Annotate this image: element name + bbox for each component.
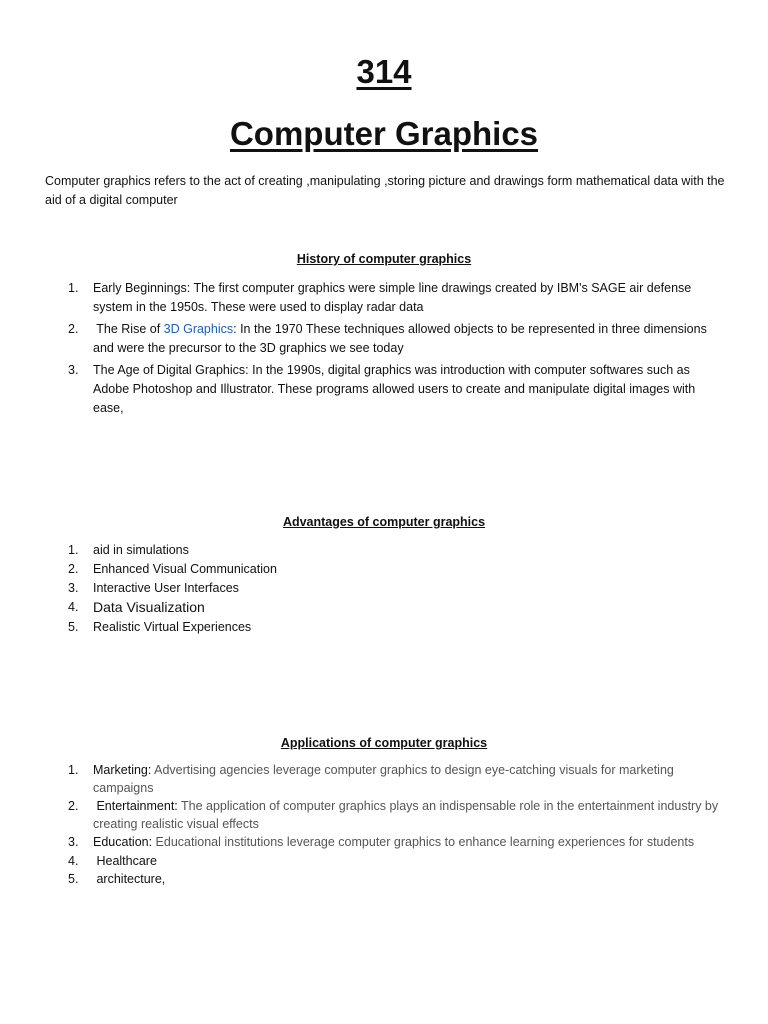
list-number: 4. [68, 853, 79, 868]
list-number: 3. [68, 835, 79, 849]
list-item [68, 279, 728, 317]
list-item-label: Marketing: [93, 763, 152, 777]
list-item-prefix: The Rise of [93, 322, 164, 336]
list-item [68, 798, 728, 833]
list-number: 4. [68, 600, 79, 614]
list-item-text: Early Beginnings: The first computer graphics were simple line drawings created by IBM's SAGE air defense system in the 1950s. These were used to display radar data [93, 281, 692, 314]
list-item-text: The application of computer graphics plays an indispensable role in the entertainment industry by creating realistic visual effects [93, 799, 719, 831]
list-item-label: architecture, [93, 872, 166, 886]
list-item-label: Entertainment: [93, 799, 178, 813]
list-number: 3. [68, 363, 79, 377]
list-number: 1. [68, 281, 79, 295]
applications-heading: Applications of computer graphics [280, 736, 488, 750]
list-item [68, 762, 728, 797]
list-item-label: Healthcare [93, 853, 157, 868]
list-item [68, 320, 728, 358]
list-item [68, 853, 728, 871]
list-number: 3. [68, 581, 79, 595]
advantages-list [68, 541, 468, 637]
advantages-heading: Advantages of computer graphics [282, 515, 486, 529]
list-number: 2. [68, 799, 79, 813]
course-code: 314 [356, 53, 412, 90]
list-item [68, 560, 468, 579]
list-item [68, 598, 468, 618]
list-item-text: Advertising agencies leverage computer graphics to design eye-catching visuals for marketing campaigns [93, 763, 674, 795]
intro-paragraph: Computer graphics refers to the act of creating ,manipulating ,storing picture and drawings form mathematical data with the aid of a digital computer [45, 174, 725, 207]
list-item [68, 834, 728, 852]
list-item [68, 871, 728, 889]
list-item-label: Education: [93, 835, 153, 849]
list-item-text: The Age of Digital Graphics: In the 1990s, digital graphics was introduction with computer softwares such as Adobe Photoshop and Illustrator. These programs allowed users to create and manipulate digital images with ease, [93, 363, 696, 415]
page-title: Computer Graphics [229, 115, 539, 152]
list-item [68, 618, 468, 637]
list-item-text: : In the 1970 These techniques allowed objects to be represented in three dimensions and were the precursor to the 3D graphics we see today [93, 322, 707, 355]
list-number: 1. [68, 543, 79, 557]
list-item-text: Data Visualization [93, 599, 205, 615]
list-number: 1. [68, 763, 79, 777]
applications-list [68, 762, 728, 890]
list-item-text: Interactive User Interfaces [93, 581, 239, 595]
history-heading: History of computer graphics [296, 252, 472, 266]
3d-graphics-link[interactable]: 3D Graphics [163, 322, 234, 336]
list-item-text: Educational institutions leverage computer graphics to enhance learning experiences for students [152, 835, 695, 849]
list-item [68, 579, 468, 598]
list-item-text: Realistic Virtual Experiences [93, 620, 252, 634]
list-item-text: aid in simulations [93, 543, 189, 557]
list-number: 5. [68, 872, 79, 886]
list-number: 2. [68, 562, 79, 576]
list-item [68, 541, 468, 560]
list-number: 5. [68, 620, 79, 634]
history-list [68, 279, 728, 421]
list-item [68, 361, 728, 418]
list-number: 2. [68, 322, 79, 336]
list-item-text: Enhanced Visual Communication [93, 562, 277, 576]
